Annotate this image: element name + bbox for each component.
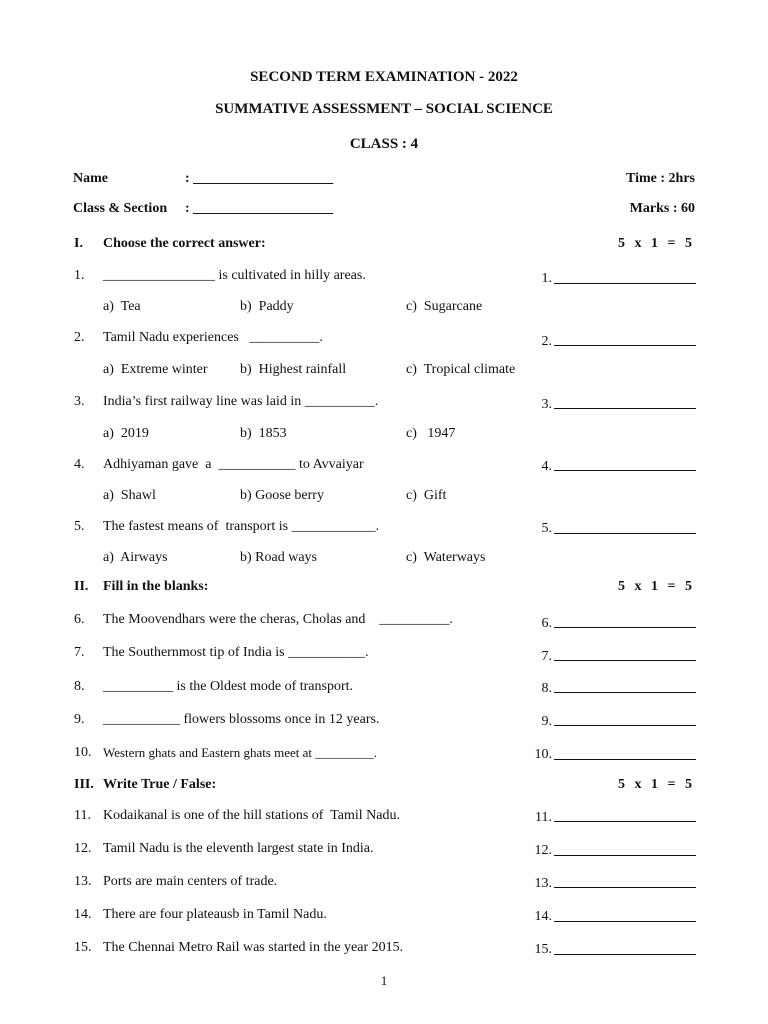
- class-section-field: : ____________________: [185, 201, 334, 216]
- question-text: Tamil Nadu is the eleventh largest state in India.: [103, 841, 374, 856]
- answer-line[interactable]: [554, 283, 696, 284]
- question-number: 13.: [74, 874, 92, 889]
- answer-line[interactable]: [554, 345, 696, 346]
- class-title: CLASS : 4: [349, 136, 419, 152]
- question-text: The fastest means of transport is ____________.: [103, 519, 380, 534]
- option-a: a) 2019: [103, 426, 149, 441]
- answer-line[interactable]: [554, 855, 696, 856]
- answer-number: 3.: [541, 397, 552, 412]
- answer-line[interactable]: [554, 627, 696, 628]
- section-number: III.: [74, 777, 94, 792]
- question-number: 6.: [74, 612, 85, 627]
- option-a: a) Airways: [103, 550, 168, 565]
- option-a: a) Shawl: [103, 488, 156, 503]
- option-a: a) Tea: [103, 299, 141, 314]
- name-label: Name: [73, 171, 108, 186]
- question-text: The Chennai Metro Rail was started in the year 2015.: [103, 940, 404, 955]
- option-b: b) Road ways: [240, 550, 317, 565]
- answer-line[interactable]: [554, 887, 696, 888]
- question-number: 5.: [74, 519, 85, 534]
- question-number: 12.: [74, 841, 92, 856]
- question-text: Kodaikanal is one of the hill stations of Tamil Nadu.: [103, 808, 400, 823]
- answer-number: 4.: [541, 459, 552, 474]
- assessment-title: SUMMATIVE ASSESSMENT – SOCIAL SCIENCE: [215, 101, 553, 117]
- question-number: 15.: [74, 940, 92, 955]
- question-number: 2.: [74, 330, 85, 345]
- answer-number: 2.: [541, 334, 552, 349]
- time-label: Time : 2hrs: [626, 171, 695, 186]
- option-b: b) Goose berry: [240, 488, 324, 503]
- answer-line[interactable]: [554, 725, 696, 726]
- answer-number: 8.: [541, 681, 552, 696]
- answer-line[interactable]: [554, 533, 696, 534]
- answer-number: 10.: [534, 747, 552, 762]
- answer-number: 13.: [534, 876, 552, 891]
- option-c: c) Waterways: [406, 550, 486, 565]
- question-number: 8.: [74, 679, 85, 694]
- answer-number: 5.: [541, 521, 552, 536]
- answer-number: 14.: [534, 909, 552, 924]
- marks-label: Marks : 60: [629, 201, 695, 216]
- question-number: 7.: [74, 645, 85, 660]
- section-marks: 5 x 1 = 5: [618, 777, 695, 792]
- question-number: 4.: [74, 457, 85, 472]
- option-b: b) 1853: [240, 426, 287, 441]
- section-number: II.: [74, 579, 89, 594]
- question-text: Adhiyaman gave a ___________ to Avvaiyar: [103, 457, 364, 472]
- question-number: 9.: [74, 712, 85, 727]
- question-number: 14.: [74, 907, 92, 922]
- option-b: b) Paddy: [240, 299, 294, 314]
- answer-number: 11.: [535, 810, 552, 825]
- answer-number: 15.: [534, 942, 552, 957]
- option-c: c) Sugarcane: [406, 299, 483, 314]
- answer-number: 6.: [541, 616, 552, 631]
- answer-line[interactable]: [554, 954, 696, 955]
- section-title: Fill in the blanks:: [103, 579, 209, 594]
- question-number: 1.: [74, 268, 85, 283]
- option-c: c) Gift: [406, 488, 447, 503]
- question-text: The Southernmost tip of India is ___________.: [103, 645, 369, 660]
- question-text: ________________ is cultivated in hilly areas.: [103, 268, 366, 283]
- class-section-label: Class & Section: [73, 201, 168, 216]
- answer-line[interactable]: [554, 759, 696, 760]
- section-number: I.: [74, 236, 83, 251]
- answer-line[interactable]: [554, 408, 696, 409]
- option-a: a) Extreme winter: [103, 362, 208, 377]
- option-c: c) 1947: [406, 426, 456, 441]
- answer-line[interactable]: [554, 660, 696, 661]
- section-title: Write True / False:: [103, 777, 217, 792]
- page-number: 1: [380, 973, 388, 988]
- question-text: ___________ flowers blossoms once in 12 years.: [103, 712, 380, 727]
- question-text: India’s first railway line was laid in __________.: [103, 394, 379, 409]
- question-text: There are four plateausb in Tamil Nadu.: [103, 907, 327, 922]
- question-number: 10.: [74, 745, 92, 760]
- answer-line[interactable]: [554, 921, 696, 922]
- question-text: Tamil Nadu experiences __________.: [103, 330, 323, 345]
- option-c: c) Tropical climate: [406, 362, 516, 377]
- question-number: 3.: [74, 394, 85, 409]
- answer-number: 1.: [541, 271, 552, 286]
- question-text: __________ is the Oldest mode of transport.: [103, 679, 354, 694]
- option-b: b) Highest rainfall: [240, 362, 347, 377]
- answer-number: 12.: [534, 843, 552, 858]
- question-text: Western ghats and Eastern ghats meet at _________.: [103, 745, 378, 760]
- section-marks: 5 x 1 = 5: [618, 236, 695, 251]
- exam-title: SECOND TERM EXAMINATION - 2022: [250, 69, 518, 85]
- answer-line[interactable]: [554, 821, 696, 822]
- answer-number: 9.: [541, 714, 552, 729]
- name-field: : ____________________: [185, 171, 334, 186]
- answer-number: 7.: [541, 649, 552, 664]
- section-title: Choose the correct answer:: [103, 236, 266, 251]
- question-text: The Moovendhars were the cheras, Cholas and __________.: [103, 612, 453, 627]
- section-marks: 5 x 1 = 5: [618, 579, 695, 594]
- answer-line[interactable]: [554, 470, 696, 471]
- question-text: Ports are main centers of trade.: [103, 874, 278, 889]
- answer-line[interactable]: [554, 692, 696, 693]
- question-number: 11.: [74, 808, 91, 823]
